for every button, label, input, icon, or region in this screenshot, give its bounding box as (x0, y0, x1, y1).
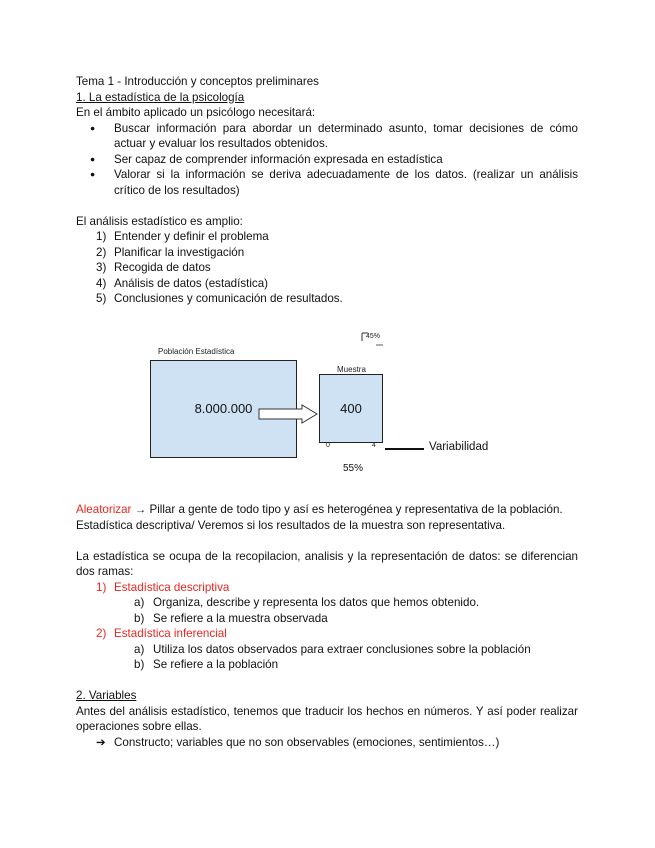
descriptive-items (76, 595, 578, 626)
population-label: Población Estadística (158, 346, 235, 356)
analysis-intro: El análisis estadístico es amplio: (76, 214, 243, 228)
randomize-term: Aleatorizar (76, 503, 132, 516)
right-arrow-icon (258, 404, 320, 424)
branch-inferential: 2) Estadística inferencial (96, 627, 227, 640)
section-2-heading: 2. Variables (76, 689, 137, 702)
needs-bullet-list (76, 121, 578, 199)
percent-label: 55% (343, 462, 364, 474)
list-item: b) Se refiere a la población (134, 658, 279, 671)
top-mark-label: 45% (366, 332, 381, 340)
document-title: Tema 1 - Introducción y conceptos preliminares (76, 75, 319, 88)
list-item: 1) Entender y definir el problema (96, 230, 269, 243)
population-box: 8.000.000 (150, 360, 297, 458)
randomize-line: Aleatorizar → Pillar a gente de todo tipo y así es heterogénea y representativa de la población. (76, 503, 563, 516)
list-item: a) Organiza, describe y representa los datos que hemos obtenido. (134, 596, 480, 609)
variability-label: Variabilidad (429, 440, 489, 453)
axis-left-label: 0 (326, 441, 330, 449)
list-item: 3) Recogida de datos (96, 261, 211, 274)
list-item: ● Valorar si la información se deriva adecuadamente de los datos. (realizar un análisis crítico de los resultados) (76, 167, 578, 198)
axis-right-label: 4 (372, 441, 376, 449)
section-1-intro: En el ámbito aplicado un psicólogo necesitará: (76, 106, 316, 119)
descriptive-note: Estadística descriptiva/ Veremos si los resultados de la muestra son representativa. (76, 518, 506, 532)
list-item: b) Se refiere a la muestra observada (134, 611, 328, 625)
construct-item: ➔ Constructo; variables que no son observables (emociones, sentimientos…) (96, 735, 500, 749)
document-page (76, 74, 578, 750)
population-sample-diagram (76, 307, 578, 487)
inferential-items (76, 642, 578, 673)
list-item: 4) Análisis de datos (estadística) (96, 276, 269, 290)
sample-label: Muestra (337, 364, 366, 374)
branches-intro: La estadística se ocupa de la recopilacion, analisis y la representación de datos: se diferencian dos ramas: (76, 549, 578, 578)
list-item: 5) Conclusiones y comunicación de resultados. (96, 292, 343, 305)
sample-box: 400 (319, 374, 383, 443)
section-2-text: Antes del análisis estadístico, tenemos que traducir los hechos en números. Y así poder realizar operaciones sobre ellas. (76, 704, 578, 733)
branch-descriptive: 1) Estadística descriptiva (96, 580, 230, 594)
list-item: ● Buscar información para abordar un determinado asunto, tomar decisiones de cómo actuar y evaluar los resultados obtenidos. (76, 121, 578, 152)
analysis-steps-list (76, 229, 578, 307)
list-item: a) Utiliza los datos observados para extraer conclusiones sobre la población (134, 642, 531, 656)
list-item: 2) Planificar la investigación (96, 245, 245, 259)
list-item: ● Ser capaz de comprender información expresada en estadística (76, 152, 578, 168)
arrow-icon: ➔ (96, 735, 106, 749)
section-1-heading: 1. La estadística de la psicología (76, 90, 245, 104)
